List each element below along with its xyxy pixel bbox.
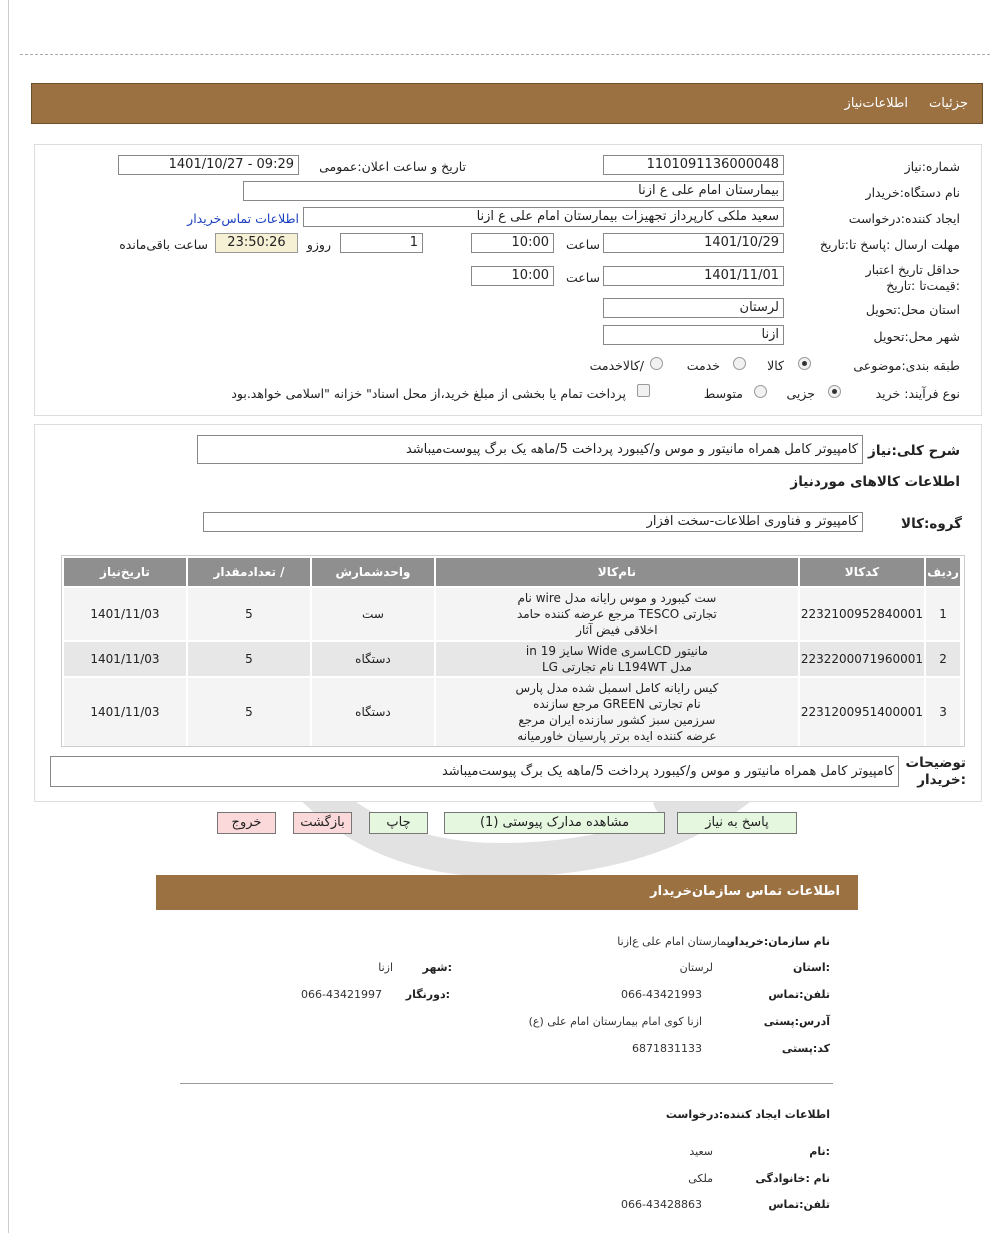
contact-title: اطلاعات تماس سازمان‌خریدار — [650, 884, 840, 899]
row-date: 1401/11/03 — [64, 588, 186, 640]
left-border — [8, 0, 9, 1233]
reply-button[interactable]: پاسخ به نیاز — [677, 812, 797, 834]
process-medium-label: متوسط — [703, 386, 743, 401]
row-qty: 5 — [188, 678, 310, 746]
validity-label: حداقل تاریخ اعتبار :قیمت‌تا :تاریخ — [865, 262, 960, 293]
col-name-header: نام‌کالا — [436, 558, 798, 586]
row-index: 3 — [926, 678, 960, 746]
org-label: نام سازمان:خریدار — [728, 935, 830, 948]
creator-field[interactable]: سعید ملکی کارپرداز تجهیزات بیمارستان امام علی ع ازنا — [303, 207, 784, 227]
creator-phone-label: تلفن:تماس — [768, 1198, 830, 1211]
remaining-label: ساعت باقی‌مانده — [119, 237, 208, 252]
deadline-time-field[interactable]: 10:00 — [471, 233, 554, 253]
row-code: 2232200071960001 — [800, 642, 924, 676]
row-name: ست کیبورد و موس رایانه مدل wire نام تجارتی TESCO مرجع عرضه کننده حامد اخلاقی فیض آثار — [516, 591, 717, 637]
treasury-checkbox[interactable] — [637, 384, 650, 397]
postal-label: کد:پستی — [781, 1042, 830, 1055]
buyer-notes-field[interactable]: کامپیوتر کامل همراه مانیتور و موس و/کیبورد پرداخت 5/ماهه یک برگ پیوست‌میباشد — [50, 756, 899, 787]
category-service-radio[interactable] — [733, 357, 746, 370]
print-button[interactable]: چاپ — [369, 812, 428, 834]
fax-label: :دورنگار — [405, 988, 450, 1001]
validity-time-field[interactable]: 10:00 — [471, 266, 554, 286]
row-qty: 5 — [188, 642, 310, 676]
buyer-contact-link[interactable]: اطلاعات تماس‌خریدار — [187, 211, 299, 226]
row-qty: 5 — [188, 588, 310, 640]
creator-name-label: :نام — [809, 1145, 830, 1158]
buyer-notes-label: توضیحات :خریدار — [905, 755, 966, 788]
contact-province-value: لرستان — [679, 961, 713, 974]
category-label: طبقه بندی:موضوعی — [853, 358, 960, 373]
creator-label: ایجاد کننده:درخواست — [848, 211, 960, 226]
buyer-org-field[interactable]: بیمارستان امام علی ع ازنا — [243, 181, 784, 201]
col-unit-header: واحدشمارش — [312, 558, 434, 586]
summary-label: شرح کلی:نیاز — [868, 443, 960, 459]
creator-name-value: سعید — [689, 1145, 713, 1158]
contact-phone-value: 066-43421993 — [621, 988, 702, 1001]
category-goods-radio[interactable] — [798, 357, 811, 370]
goods-group-label: گروه:کالا — [901, 516, 962, 532]
row-name: کیس رایانه کامل اسمبل شده مدل پارس نام تجارتی GREEN مرجع سازنده سرزمین سبز کشور سازنده ایران مرجع عرضه کننده ایده برتر پارسیان خاورمیانه — [515, 681, 719, 743]
col-qty-header: / تعدادمقدار — [188, 558, 310, 586]
top-divider — [20, 54, 990, 55]
tab-details[interactable]: جزئیات — [929, 96, 968, 111]
validity-date-field[interactable]: 1401/11/01 — [603, 266, 784, 286]
col-row-header: ردیف — [926, 558, 960, 586]
address-label: آدرس:پستی — [763, 1015, 830, 1028]
buyer-org-label: نام دستگاه:خریدار — [865, 185, 960, 200]
table-row — [64, 642, 960, 676]
need-number-label: شماره:نیاز — [904, 159, 960, 174]
contact-header — [156, 875, 858, 910]
row-index: 2 — [926, 642, 960, 676]
announce-label: تاریخ و ساعت اعلان:عمومی — [319, 159, 466, 174]
process-medium-radio[interactable] — [754, 385, 767, 398]
creator-phone-value: 066-43428863 — [621, 1198, 702, 1211]
contact-divider — [180, 1083, 833, 1084]
row-index: 1 — [926, 588, 960, 640]
exit-button[interactable]: خروج — [217, 812, 276, 834]
row-date: 1401/11/03 — [64, 642, 186, 676]
tab-need-info[interactable]: اطلاعات‌نیاز — [844, 96, 908, 111]
deadline-label: مهلت ارسال :پاسخ تا:تاریخ — [819, 237, 960, 252]
row-name-cell — [436, 588, 798, 640]
items-table — [62, 556, 962, 748]
city-field[interactable]: ازنا — [603, 325, 784, 345]
postal-value: 6871831133 — [632, 1042, 702, 1055]
contact-city-label: :شهر — [422, 961, 452, 974]
goods-info-title: اطلاعات کالاهای موردنیاز — [790, 474, 960, 490]
row-code: 2231200951400001 — [800, 678, 924, 746]
view-attachments-button[interactable]: مشاهده مدارک پیوستی (1) — [444, 812, 665, 834]
province-label: استان محل:تحویل — [865, 302, 960, 317]
days-label: روزو — [306, 237, 331, 252]
process-minor-label: جزیی — [786, 386, 815, 401]
creator-info-title: اطلاعات ایجاد کننده:درخواست — [665, 1108, 830, 1121]
summary-field[interactable]: کامپیوتر کامل همراه مانیتور و موس و/کیبورد پرداخت 5/ماهه یک برگ پیوست‌میباشد — [197, 435, 863, 464]
process-label: نوع فرآیند: خرید — [875, 386, 960, 401]
contact-city-value: ازنا — [378, 961, 393, 974]
items-table-frame — [61, 555, 965, 747]
goods-group-field[interactable]: کامپیوتر و فناوری اطلاعات-سخت افزار — [203, 512, 863, 532]
back-button[interactable]: بازگشت — [293, 812, 352, 834]
row-date: 1401/11/03 — [64, 678, 186, 746]
contact-phone-label: تلفن:تماس — [768, 988, 830, 1001]
creator-family-label: نام :خانوادگی — [755, 1172, 830, 1185]
details-header — [31, 83, 983, 124]
process-minor-radio[interactable] — [828, 385, 841, 398]
contact-province-label: :استان — [793, 961, 830, 974]
col-code-header: کدکالا — [800, 558, 924, 586]
days-field[interactable]: 1 — [340, 233, 423, 253]
org-value: بیمارستان امام علی ع‌ازنا — [617, 935, 733, 948]
row-unit: دستگاه — [312, 678, 434, 746]
row-name-cell — [436, 642, 798, 676]
fax-value: 066-43421997 — [301, 988, 382, 1001]
treasury-note: پرداخت تمام یا بخشی از مبلغ خرید،از محل اسناد" خزانه "اسلامی خواهد.بود — [231, 386, 626, 401]
row-code: 2232100952840001 — [800, 588, 924, 640]
remaining-time: 23:50:26 — [215, 233, 298, 253]
category-service-label: خدمت — [686, 358, 720, 373]
city-label: شهر محل:تحویل — [873, 329, 960, 344]
address-value: ازنا کوی امام بیمارستان امام علی (ع) — [528, 1015, 702, 1028]
announce-date-field[interactable]: 1401/10/27 - 09:29 — [118, 155, 299, 175]
row-name: مانیتور LCDسری Wide سایز 19 in مدل L194WT نام تجارتی LG — [525, 644, 708, 674]
deadline-date-field[interactable]: 1401/10/29 — [603, 233, 784, 253]
row-unit: ست — [312, 588, 434, 640]
deadline-time-label: ساعت — [565, 237, 600, 252]
row-unit: دستگاه — [312, 642, 434, 676]
category-both-radio[interactable] — [650, 357, 663, 370]
table-row — [64, 588, 960, 640]
table-row — [64, 678, 960, 746]
validity-time-label: ساعت — [565, 270, 600, 285]
need-number-field[interactable]: 1101091136000048 — [603, 155, 784, 175]
category-both-label: /کالاخدمت — [589, 358, 644, 373]
creator-family-value: ملکی — [688, 1172, 713, 1185]
row-name-cell — [436, 678, 798, 746]
col-date-header: تاریخ‌نیاز — [64, 558, 186, 586]
province-field[interactable]: لرستان — [603, 298, 784, 318]
category-goods-label: کالا — [767, 358, 784, 373]
